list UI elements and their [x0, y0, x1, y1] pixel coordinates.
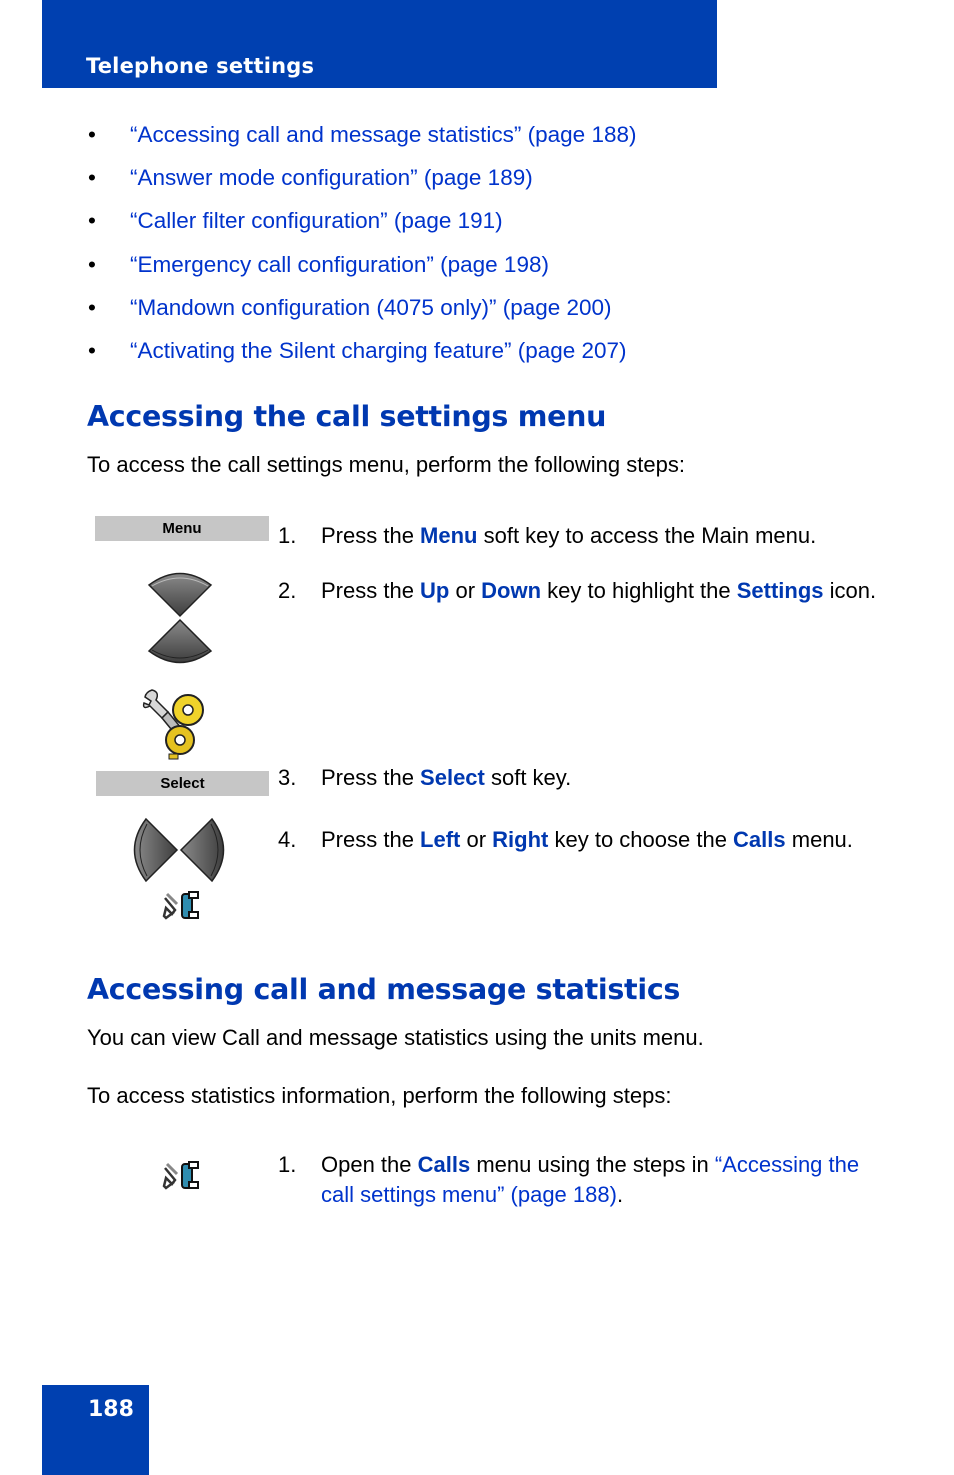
text: menu.: [785, 827, 853, 852]
bullet: •: [88, 208, 96, 233]
text: Press the: [321, 578, 421, 603]
toc-link[interactable]: “Caller filter configuration” (page 191): [130, 208, 503, 233]
toc-link[interactable]: “Accessing call and message statistics” (page 188): [130, 122, 637, 147]
left-right-key-icon: [129, 816, 229, 884]
bullet: •: [88, 165, 96, 190]
section-heading-statistics: Accessing call and message statistics: [87, 973, 681, 1006]
keyword-menu: Menu: [420, 523, 478, 548]
toc-link[interactable]: “Answer mode configuration” (page 189): [130, 165, 533, 190]
text: key to choose the: [548, 827, 734, 852]
step-number: 1.: [278, 523, 297, 548]
toc-link[interactable]: “Mandown configuration (4075 only)” (page 200): [130, 295, 612, 320]
text: Press the: [321, 765, 421, 790]
bullet: •: [88, 338, 96, 363]
keyword-calls: Calls: [733, 827, 786, 852]
settings-icon: [142, 688, 208, 760]
up-down-key-icon: [146, 568, 214, 668]
statistics-para-2: To access statistics information, perform the following steps:: [87, 1083, 672, 1108]
bullet: •: [88, 295, 96, 320]
keyword-up: Up: [420, 578, 450, 603]
running-header: Telephone settings: [86, 54, 315, 78]
keyword-settings: Settings: [736, 578, 824, 603]
text: .: [616, 1182, 624, 1207]
step-2: [278, 576, 878, 636]
text: icon.: [823, 578, 877, 603]
step-text: [321, 521, 881, 551]
calls-menu-icon: [162, 1160, 202, 1192]
step-text: [321, 576, 881, 606]
text: soft key to access the Main menu.: [477, 523, 817, 548]
keyword-left: Left: [420, 827, 461, 852]
step-number: 1.: [278, 1152, 297, 1177]
step-number: 2.: [278, 578, 297, 603]
step-text: [321, 763, 881, 793]
select-softkey: Select: [96, 771, 269, 796]
keyword-select: Select: [420, 765, 485, 790]
section-heading-call-settings: Accessing the call settings menu: [87, 400, 607, 433]
text: menu using the steps in: [470, 1152, 715, 1177]
keyword-calls: Calls: [417, 1152, 471, 1177]
text: or: [449, 578, 482, 603]
text: soft key.: [484, 765, 572, 790]
statistics-para-1: You can view Call and message statistics using the units menu.: [87, 1025, 704, 1050]
bullet: •: [88, 122, 96, 147]
text: or: [460, 827, 493, 852]
toc-link[interactable]: “Activating the Silent charging feature” (page 207): [130, 338, 627, 363]
cross-reference-link[interactable]: “Accessing the call settings menu” (page 188): [321, 1152, 860, 1207]
step-number: 4.: [278, 827, 297, 852]
step-4: [278, 825, 878, 885]
toc-link[interactable]: “Emergency call configuration” (page 198): [130, 252, 549, 277]
keyword-right: Right: [492, 827, 549, 852]
bullet: •: [88, 252, 96, 277]
calls-menu-icon: [162, 890, 202, 922]
text: key to highlight the: [541, 578, 737, 603]
text: Open the: [321, 1152, 418, 1177]
section-intro: To access the call settings menu, perform the following steps:: [87, 452, 685, 477]
text: Press the: [321, 523, 421, 548]
step-number: 3.: [278, 765, 297, 790]
page-number: 188: [88, 1397, 134, 1422]
step-text: [321, 825, 881, 855]
keyword-down: Down: [481, 578, 542, 603]
text: Press the: [321, 827, 421, 852]
step-text: [321, 1150, 881, 1210]
header-bar: [42, 0, 717, 88]
statistics-step-1: [278, 1150, 878, 1210]
menu-softkey: Menu: [95, 516, 269, 541]
